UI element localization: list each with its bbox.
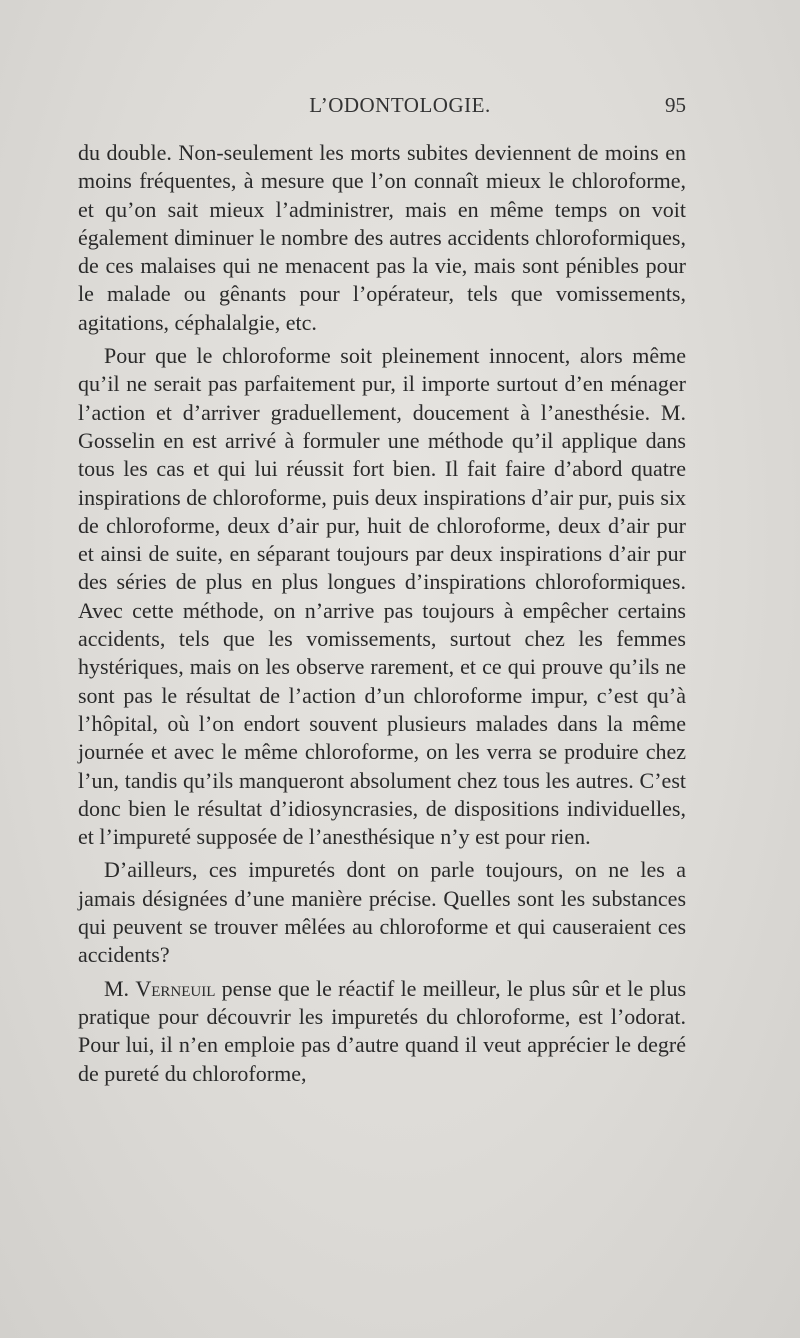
author-name-verneuil: Verneuil [135,975,216,1001]
page-number: 95 [665,93,686,117]
running-title: L’ODONTOLOGIE. [309,93,491,117]
body-text [78,139,686,1088]
paragraph-1: du double. Non-seulement les morts subites deviennent de moins en moins fréquentes, à mesure que l’on connaît mieux le chloroforme, et qu’on sait mieux l’administrer, mais en même temps on voit également diminuer le nombre des autres accidents chloroformiques, de ces malaises qui ne menacent pas la vie, mais sont pénibles pour le malade ou gênants pour l’opérateur, tels que vomissements, agitations, céphalalgie, etc. [78,140,686,335]
page-header [100,93,700,123]
paragraph-3: D’ailleurs, ces impuretés dont on parle toujours, on ne les a jamais désignées d’une manière précise. Quelles sont les substances qui peuvent se trouver mêlées au chloroforme et qui causeraient ces accidents? [78,857,686,968]
paragraph-4-prefix: M. [104,975,130,1001]
paragraph-2: Pour que le chloroforme soit pleinement innocent, alors même qu’il ne serait pas parfaitement pur, il importe surtout d’en ménager l’action et d’arriver graduellement, doucement à l’anesthésie. M. Gosselin en est arrivé à formuler une méthode qu’il applique dans tous les cas et qui lui réussit fort bien. Il fait faire d’abord quatre inspirations de chloroforme, puis deux inspirations d’air pur, puis six de chloroforme, deux d’air pur, huit de chloroforme, deux d’air pur et ainsi de suite, en séparant toujours par deux inspirations d’air pur des séries de plus en plus longues d’inspirations chloroformiques. Avec cette méthode, on n’arrive pas toujours à empêcher certains accidents, tels que les vomissements, surtout chez les femmes hystériques, mais on les observe rarement, et ce qui prouve qu’ils ne sont pas le résultat de l’action d’un chloroforme impur, c’est qu’à l’hôpital, où l’on endort souvent plusieurs malades dans la même journée et avec le même chloroforme, on les verra se produire chez l’un, tandis qu’ils manqueront absolument chez tous les autres. C’est donc bien le résultat d’idiosyncrasies, de dispositions individuelles, et l’impureté supposée de l’anesthésique n’y est pour rien. [78,343,686,850]
paragraph-4 [78,975,686,1088]
paragraph-4-text: pense que le réactif le meilleur, le plus sûr et le plus pratique pour découvrir les impuretés du chloroforme, est l’odorat. Pour lui, il n’en emploie pas d’autre quand il veut apprécier le degré de pureté du chloroforme, [78,975,687,1086]
